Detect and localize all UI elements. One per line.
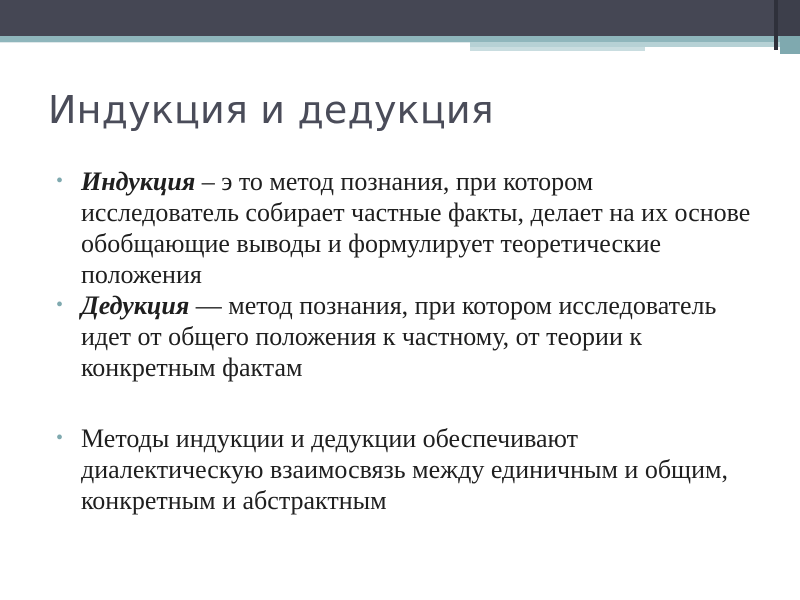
definition-deduction: — метод познания, при котором исследователь идет от общего положения к частному, от теории к конкретным фактам — [81, 291, 717, 382]
header-band — [0, 0, 800, 36]
bullet-item-deduction — [56, 290, 756, 383]
slide-content — [56, 166, 756, 516]
term-deduction: Дедукция — [81, 291, 190, 320]
bullet-item-induction — [56, 166, 756, 290]
bullet-icon: • — [56, 427, 64, 449]
term-induction: Индукция — [81, 167, 196, 196]
accent-stripe-tertiary — [470, 47, 645, 51]
bullet-icon: • — [56, 170, 64, 192]
bullet-icon: • — [56, 294, 64, 316]
accent-stripe-corner — [780, 36, 800, 54]
slide-title: Индукция и дедукция — [48, 88, 494, 132]
header-band-corner — [776, 0, 800, 36]
accent-stripe-highlight — [0, 42, 470, 43]
bullet-item-summary — [56, 423, 756, 516]
summary-text: Методы индукции и дедукции обеспечивают диалектическую взаимосвязь между единичным и общим, конкретным и абстрактным — [81, 424, 728, 515]
definition-induction: – э то метод познания, при котором исследователь собирает частные факты, делает на их основе обобщающие выводы и формулирует теоретические положения — [81, 167, 751, 289]
header-divider — [774, 0, 778, 50]
